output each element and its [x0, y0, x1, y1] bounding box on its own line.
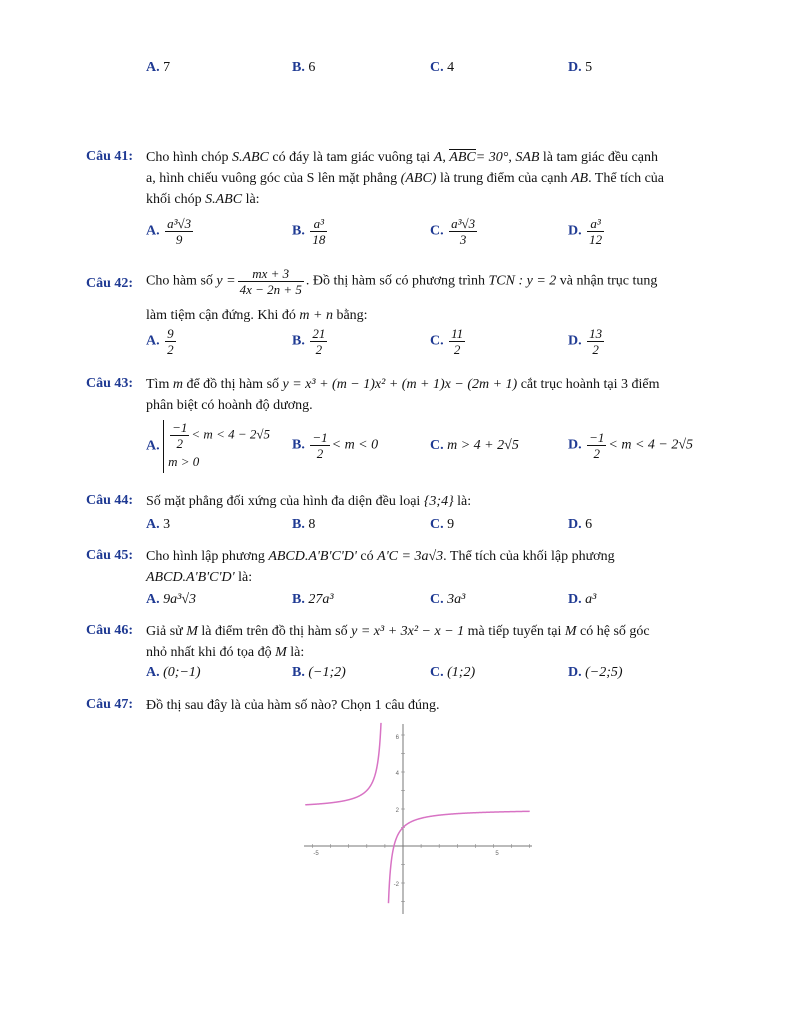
option-a: A. (0;−1) [146, 665, 201, 680]
question-label: Câu 44: [86, 493, 134, 508]
option-c: C. 3a³ [430, 592, 466, 607]
option-b: B. (−1;2) [292, 665, 346, 680]
question-label: Câu 41: [86, 149, 134, 164]
option-a: A. 7 [146, 60, 171, 75]
option-c: C. (1;2) [430, 665, 476, 680]
option-d: D. 5 [568, 60, 593, 75]
question-text: Giả sử M là điểm trên đồ thị hàm số y = x³ + 3x² − x − 1 mà tiếp tuyến tại M có hệ số góc nhỏ nhất khi đó tọa độ M là: [146, 624, 650, 660]
option-d: D. 6 [568, 517, 593, 532]
question-text: Cho hình chóp S.ABC có đáy là tam giác vuông tại A, ABC= 30°, SAB là tam giác đều cạnh a, hình chiếu vuông góc của S lên mặt phẳng (ABC) là trung điểm của cạnh AB. Thể tích của khối chóp S.ABC là: [146, 150, 664, 207]
question-text-line2: làm tiệm cận đứng. Khi đó m + n bằng: [146, 308, 368, 323]
curve-left-branch [305, 723, 381, 805]
option-d: D. $\frac{-1}{2}$ < m < 4 − 2√5 [568, 430, 694, 461]
option-a: A. 9a³√3 [146, 592, 197, 607]
x-tick-label: -5 [313, 851, 319, 857]
option-c: C. 4 [430, 60, 455, 75]
option-c: C. 9 [430, 517, 455, 532]
question-label: Câu 45: [86, 548, 134, 563]
option-b: B. $\frac{\text{a³}}{18}$ [292, 216, 326, 247]
question-label: Câu 47: [86, 697, 134, 712]
x-tick-label: 5 [495, 851, 499, 857]
function-graph [300, 718, 540, 918]
option-b: B. $\frac{21}{2}$ [292, 326, 326, 357]
option-a: A. $\frac{-1}{2}$ < m < 4 − 2√5 m > 0 [146, 420, 270, 473]
option-d: D. $\frac{13}{2}$ [568, 326, 603, 357]
option-c: C. $\frac{\text{a³√3}}{3}$ [430, 216, 476, 247]
y-tick-label: 6 [395, 735, 399, 741]
y-tick-label: -2 [393, 882, 399, 888]
option-c: C. m > 4 + 2√5 [430, 438, 519, 453]
option-b: B. 6 [292, 60, 316, 75]
question-text: Đồ thị sau đây là của hàm số nào? Chọn 1 câu đúng. [146, 698, 440, 713]
curve-right-branch [388, 811, 529, 903]
option-d: D. a³ [568, 592, 597, 607]
question-label: Câu 46: [86, 623, 134, 638]
y-tick-label: 2 [395, 808, 399, 814]
question-label: Câu 42: [86, 276, 134, 291]
option-c: C. $\frac{11}{2}$ [430, 326, 464, 357]
question-text: Cho hình lập phương ABCD.A'B'C'D' có A'C = 3a√3. Thể tích của khối lập phương ABCD.A'B'C'D' là: [146, 549, 615, 585]
option-a: A. $\frac{\text{a³√3}}{9}$ [146, 216, 192, 247]
option-b: B. $\frac{-1}{2}$ < m < 0 [292, 430, 379, 461]
option-a: A. 3 [146, 517, 171, 532]
question-label: Câu 43: [86, 376, 134, 391]
question-text: Tìm m để đồ thị hàm số y = x³ + (m − 1)x² + (m + 1)x − (2m + 1) cắt trục hoành tại 3 điểm phân biệt có hoành độ dương. [146, 377, 660, 413]
option-d: D. (−2;5) [568, 665, 623, 680]
y-tick-label: 4 [395, 771, 399, 777]
question-text: Số mặt phẳng đối xứng của hình đa diện đều loại {3;4} là: [146, 494, 472, 509]
option-b: B. 27a³ [292, 592, 334, 607]
option-b: B. 8 [292, 517, 316, 532]
option-d: D. $\frac{\text{a³}}{12}$ [568, 216, 603, 247]
question-text: Cho hàm số y = $\frac{mx + 3}{4x - 2n + 5}$ . Đồ thị hàm số có phương trình TCN : y = 2 và nhận trục tung [146, 266, 658, 297]
option-a: A. $\frac{9}{2}$ [146, 326, 174, 357]
